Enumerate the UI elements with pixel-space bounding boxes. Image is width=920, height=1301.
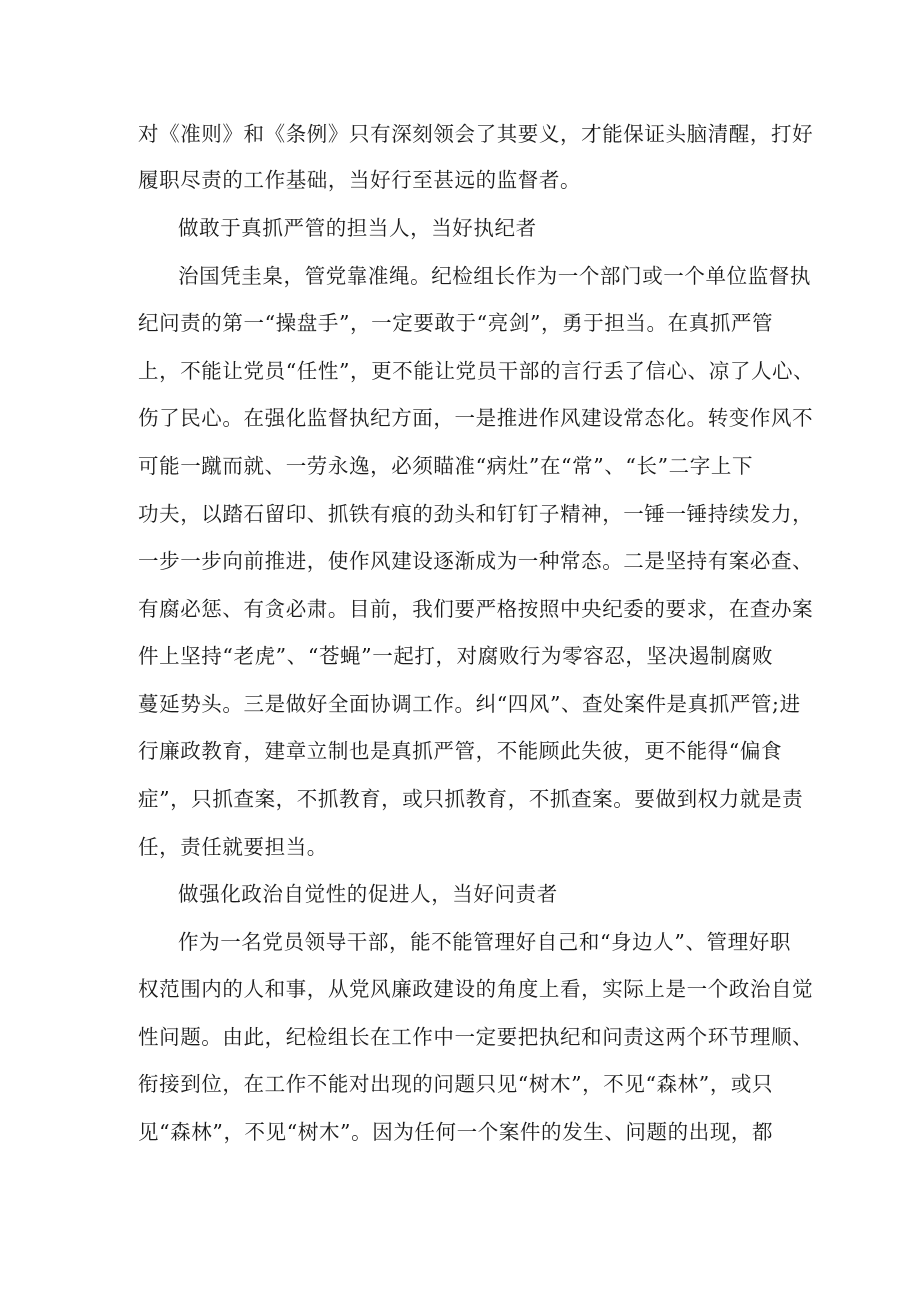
paragraph-line: 纪问责的第一“操盘手”，一定要敢于“亮剑”，勇于担当。在真抓严管 — [138, 311, 774, 335]
paragraph-line: 症”，只抓查案，不抓教育，或只抓教育，不抓查案。要做到权力就是责 — [138, 787, 804, 811]
paragraph-line: 衔接到位，在工作不能对出现的问题只见“树木”，不见“森林”，或只 — [138, 1072, 774, 1096]
paragraph-line: 对《准则》和《条例》只有深刻领会了其要义，才能保证头脑清醒，打好 — [138, 122, 814, 146]
paragraph-line: 件上坚持“老虎”、“苍蝇”一起打，对腐败行为零容忍，坚决遏制腐败 — [138, 644, 774, 668]
paragraph-line: 有腐必惩、有贪必肃。目前，我们要严格按照中央纪委的要求，在查办案 — [138, 597, 814, 621]
paragraph-line: 一步一步向前推进，使作风建设逐渐成为一种常态。二是坚持有案必查、 — [138, 549, 814, 573]
section-heading: 做敢于真抓严管的担当人，当好执纪者 — [178, 216, 537, 240]
paragraph-line: 履职尽责的工作基础，当好行至甚远的监督者。 — [138, 168, 582, 192]
paragraph-line: 伤了民心。在强化监督执纪方面，一是推进作风建设常态化。转变作风不 — [138, 406, 814, 430]
paragraph-line: 作为一名党员领导干部，能不能管理好自己和“身边人”、管理好职 — [178, 930, 791, 954]
paragraph-line: 权范围内的人和事，从党风廉政建设的角度上看，实际上是一个政治自觉 — [138, 977, 814, 1001]
paragraph-line: 功夫，以踏石留印、抓铁有痕的劲头和钉钉子精神，一锤一锤持续发力， — [138, 502, 814, 526]
section-heading: 做强化政治自觉性的促进人，当好问责者 — [178, 882, 558, 906]
paragraph-line: 治国凭圭臬，管党靠准绳。纪检组长作为一个部门或一个单位监督执 — [178, 264, 811, 288]
paragraph-line: 性问题。由此，纪检组长在工作中一定要把执纪和问责这两个环节理顺、 — [138, 1025, 814, 1049]
paragraph-line: 上，不能让党员“任性”，更不能让党员干部的言行丢了信心、凉了人心、 — [138, 359, 815, 383]
paragraph-line: 可能一蹴而就、一劳永逸，必须瞄准“病灶”在“常”、“长”二字上下 — [138, 454, 754, 478]
paragraph-line: 行廉政教育，建章立制也是真抓严管，不能顾此失彼，更不能得“偏食 — [138, 739, 783, 763]
paragraph-line: 见“森林”，不见“树木”。因为任何一个案件的发生、问题的出现，都 — [138, 1120, 774, 1144]
paragraph-line: 任，责任就要担当。 — [138, 835, 328, 859]
paragraph-line: 蔓延势头。三是做好全面协调工作。纠“四风”、查处案件是真抓严管;进 — [138, 692, 801, 716]
